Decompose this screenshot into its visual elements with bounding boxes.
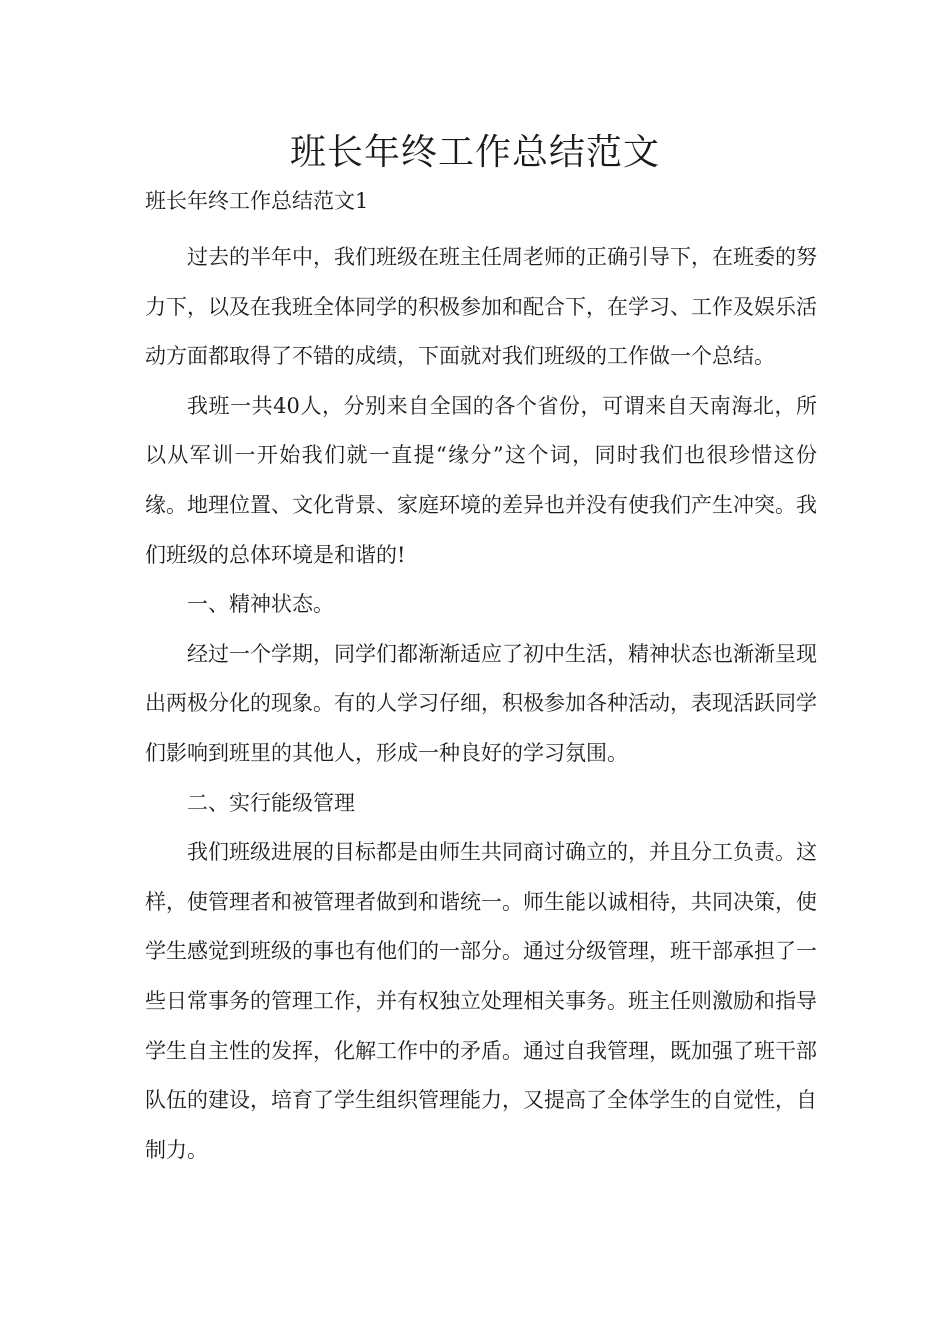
heading-spirit: 一、精神状态。 <box>187 592 334 617</box>
paragraph-management: 我们班级进展的目标都是由师生共同商讨确立的，并且分工负责。这样，使管理者和被管理者做到和谐统一。师生能以诚相待，共同决策，使学生感觉到班级的事也有他们的一部分。通过分级管理，班干部承担了一些日常事务的管理工作，并有权独立处理相关事务。班主任则激励和指导学生自主性的发挥，化解工作中的矛盾。通过自我管理，既加强了班干部队伍的建设，培育了学生组织管理能力，又提高了全体学生的自觉性，自制力。 <box>145 840 817 1162</box>
paragraph-class-overview: 我班一共40人，分别来自全国的各个省份，可谓来自天南海北，所以从军训一开始我们就一直提“缘分”这个词，同时我们也很珍惜这份缘。地理位置、文化背景、家庭环境的差异也并没有使我们产生冲突。我们班级的总体环境是和谐的! <box>145 393 817 567</box>
document-subtitle: 班长年终工作总结范文1 <box>145 189 369 213</box>
document-body <box>145 233 817 1175</box>
document-title: 班长年终工作总结范文 <box>289 132 660 173</box>
paragraph-intro: 过去的半年中，我们班级在班主任周老师的正确引导下，在班委的努力下，以及在我班全体同学的积极参加和配合下，在学习、工作及娱乐活动方面都取得了不错的成绩，下面就对我们班级的工作做一个总结。 <box>145 245 817 369</box>
paragraph-spirit: 经过一个学期，同学们都渐渐适应了初中生活，精神状态也渐渐呈现出两极分化的现象。有的人学习仔细，积极参加各种活动，表现活跃同学们影响到班里的其他人，形成一种良好的学习氛围。 <box>145 641 817 765</box>
heading-management: 二、实行能级管理 <box>187 790 355 815</box>
